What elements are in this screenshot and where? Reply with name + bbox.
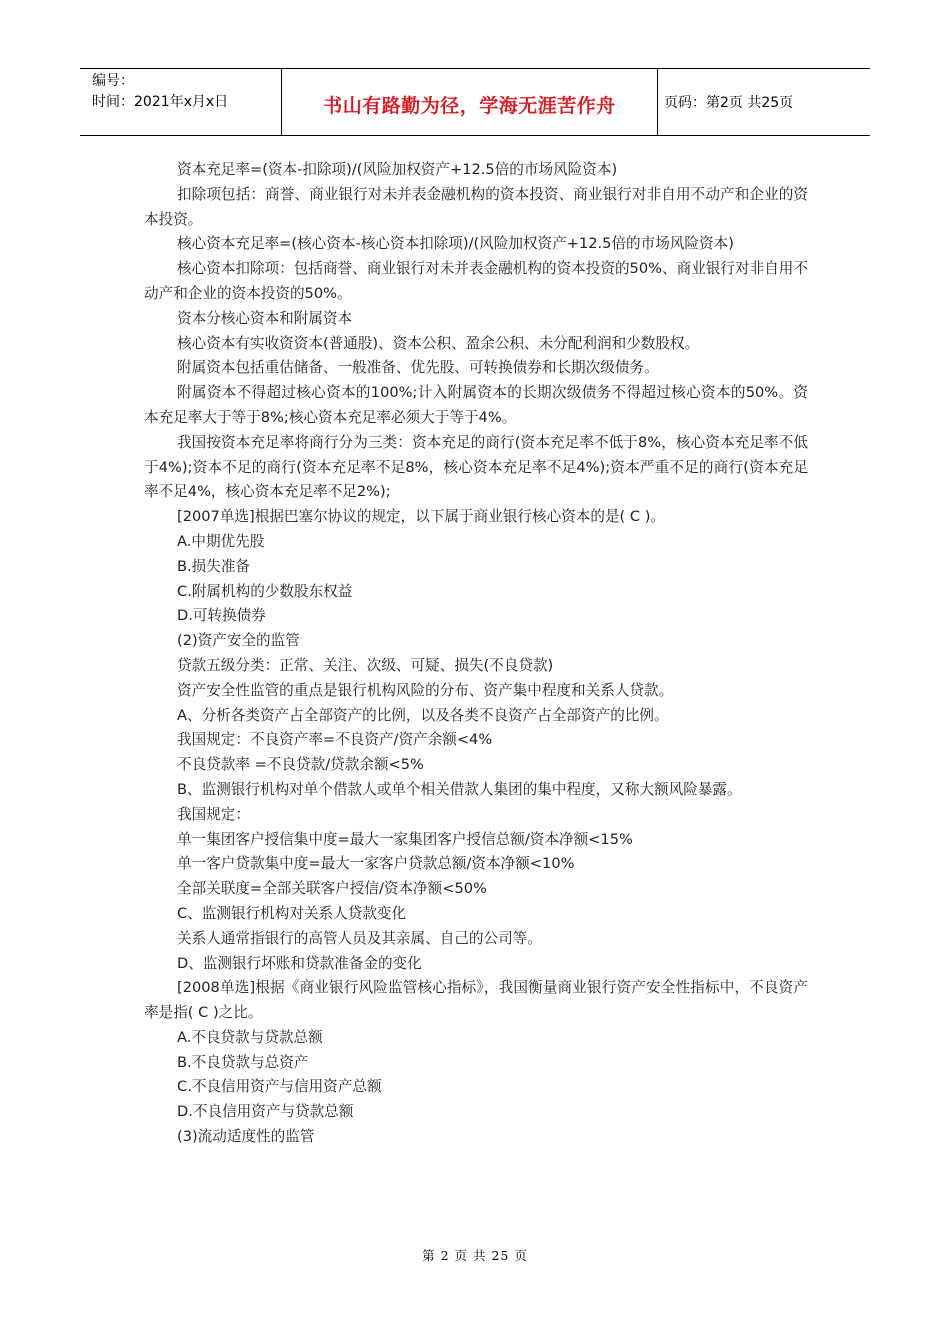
paragraph: 资本充足率=(资本-扣除项)/(风险加权资产+12.5倍的市场风险资本) <box>177 161 618 178</box>
paragraph: 我国按资本充足率将商行分为三类：资本充足的商行(资本充足率不低于8%，核心资本充足率不低于4%);资本不足的商行(资本充足率不足8%，核心资本充足率不足4%);资本严重不足的商行(资本充足率不足4%，核心资本充足率不足2%); <box>144 433 808 501</box>
section-heading: (2)资产安全的监管 <box>177 632 300 650</box>
paragraph: 关系人通常指银行的高管人员及其亲属、自己的公司等。 <box>177 929 542 947</box>
paragraph: 全部关联度=全部关联客户授信/资本净额<50% <box>177 880 487 898</box>
document-code-label: 编号： <box>92 73 134 89</box>
paragraph: 附属资本包括重估储备、一般准备、优先股、可转换债券和长期次级债务。 <box>177 359 659 377</box>
question-2008: [2008单选]根据《商业银行风险监管核心指标》，我国衡量商业银行资产安全性指标中，不良资产率是指( C )之比。 <box>144 979 808 1022</box>
section-heading: (3)流动适度性的监管 <box>177 1128 315 1146</box>
paragraph: 核心资本扣除项：包括商誉、商业银行对未并表金融机构的资本投资的50%、商业银行对非自用不动产和企业的资本投资的50%。 <box>144 260 808 302</box>
paragraph: 资本分核心资本和附属资本 <box>177 309 353 327</box>
header-meta <box>80 69 282 135</box>
option-c: C.不良信用资产与信用资产总额 <box>177 1078 382 1096</box>
option-a: A.中期优先股 <box>177 532 265 550</box>
paragraph: 我国规定：不良资产率=不良资产/资产余额<4% <box>177 731 493 749</box>
paragraph: C、监测银行机构对关系人贷款变化 <box>177 904 407 922</box>
paragraph: 不良贷款率 =不良贷款/贷款余额<5% <box>177 756 424 774</box>
option-b: B.损失准备 <box>177 557 251 575</box>
document-body <box>144 158 808 1150</box>
paragraph: 单一客户贷款集中度=最大一家客户贷款总额/资本净额<10% <box>177 855 575 873</box>
header-page-number: 页码：第2页 共25页 <box>664 95 794 111</box>
page-header <box>80 68 870 136</box>
paragraph: 核心资本充足率=(核心资本-核心资本扣除项)/(风险加权资产+12.5倍的市场风险资本) <box>177 235 734 253</box>
option-c: C.附属机构的少数股东权益 <box>177 582 353 600</box>
paragraph: 核心资本有实收资资本(普通股)、资本公积、盈余公积、未分配利润和少数股权。 <box>177 334 700 352</box>
option-a: A.不良贷款与贷款总额 <box>177 1028 323 1046</box>
option-b: B.不良贷款与总资产 <box>177 1053 309 1071</box>
paragraph: 扣除项包括：商誉、商业银行对未并表金融机构的资本投资、商业银行对非自用不动产和企业的资本投资。 <box>144 185 808 228</box>
paragraph: B、监测银行机构对单个借款人或单个相关借款人集团的集中程度，又称大额风险暴露。 <box>177 780 742 798</box>
option-d: D.不良信用资产与贷款总额 <box>177 1103 354 1121</box>
paragraph: D、监测银行坏账和贷款准备金的变化 <box>177 954 422 972</box>
paragraph: A、分析各类资产占全部资产的比例，以及各类不良资产占全部资产的比例。 <box>177 706 669 724</box>
question-2007: [2007单选]根据巴塞尔协议的规定，以下属于商业银行核心资本的是( C )。 <box>177 508 666 526</box>
header-motto: 书山有路勤为径，学海无涯苦作舟 <box>282 69 658 135</box>
page-footer: 第 2 页 共 25 页 <box>422 1248 528 1263</box>
paragraph: 附属资本不得超过核心资本的100%;计入附属资本的长期次级债务不得超过核心资本的50%。资本充足率大于等于8%;核心资本充足率必须大于等于4%。 <box>144 384 808 426</box>
paragraph: 贷款五级分类：正常、关注、次级、可疑、损失(不良贷款) <box>177 656 554 674</box>
paragraph: 我国规定： <box>177 805 250 823</box>
document-date: 时间：2021年x月x日 <box>92 94 229 110</box>
paragraph: 资产安全性监管的重点是银行机构风险的分布、资产集中程度和关系人贷款。 <box>177 681 674 699</box>
paragraph: 单一集团客户授信集中度=最大一家集团客户授信总额/资本净额<15% <box>177 830 633 848</box>
option-d: D.可转换债券 <box>177 607 266 625</box>
